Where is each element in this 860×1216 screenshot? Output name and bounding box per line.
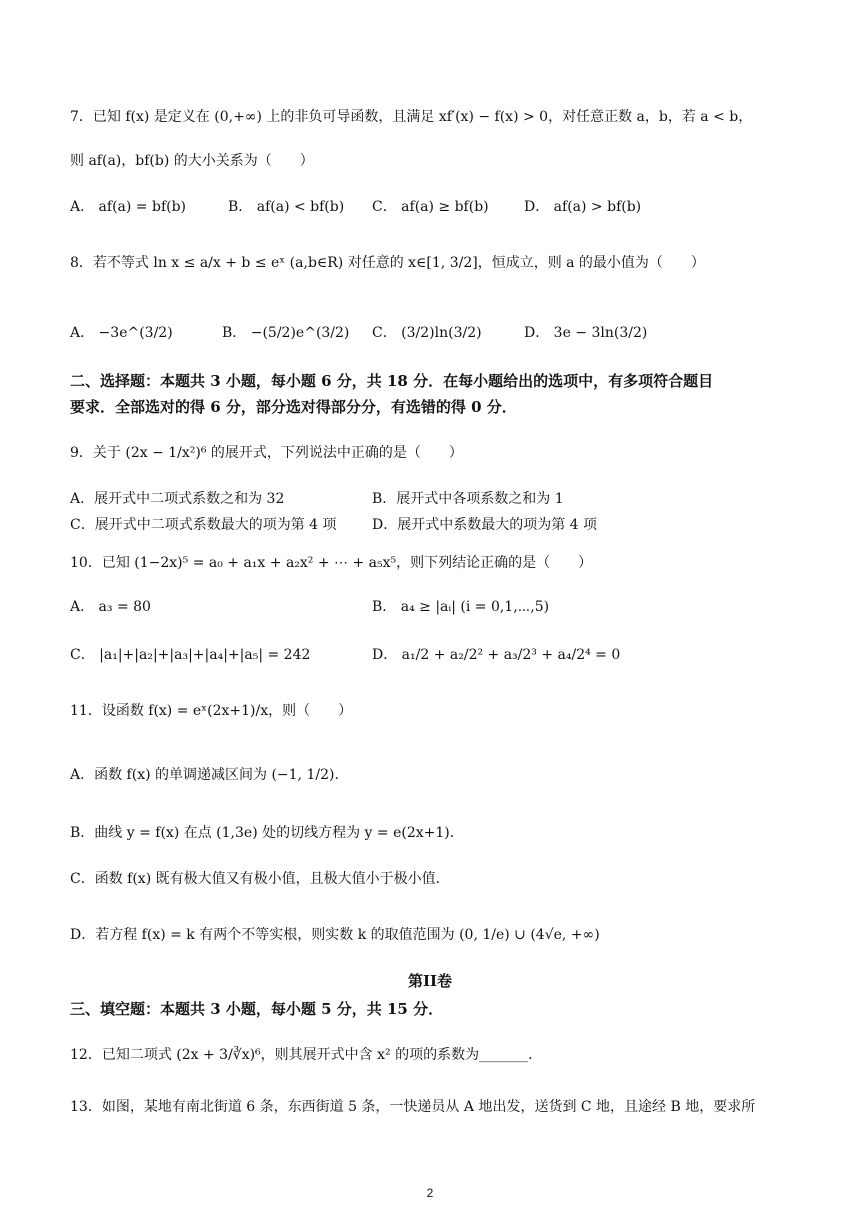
q11-option-d: D．若方程 f(x) = k 有两个不等实根，则实数 k 的取值范围为 (0, 1/e) ∪ (4√e, +∞) — [70, 927, 600, 943]
q11-stem: 11．设函数 f(x) = eˣ(2x+1)/x，则（ ） — [70, 703, 353, 719]
q7-stem-line2: 则 af(a)，bf(b) 的大小关系为（ ） — [70, 153, 314, 169]
q7-stem-line1: 7．已知 f(x) 是定义在 (0,+∞) 上的非负可导函数，且满足 xf′(x) − f(x) > 0，对任意正数 a，b，若 a < b， — [70, 109, 753, 125]
q9-option-c: C．展开式中二项式系数最大的项为第 4 项 — [70, 517, 337, 533]
q7-option-a: A． af(a) = bf(b) — [70, 199, 187, 215]
q7-option-b: B． af(a) < bf(b) — [228, 199, 345, 215]
q11-option-a: A．函数 f(x) 的单调递减区间为 (−1, 1/2)． — [70, 767, 349, 783]
q9-option-a: A．展开式中二项式系数之和为 32 — [70, 491, 285, 507]
section3-heading: 三、填空题：本题共 3 小题，每小题 5 分，共 15 分． — [70, 1000, 444, 1018]
q8-option-a: A． −3e^(3/2) — [70, 325, 173, 341]
q11-option-b: B．曲线 y = f(x) 在点 (1,3e) 处的切线方程为 y = e(2x+1)． — [70, 825, 464, 841]
q11-option-c: C．函数 f(x) 既有极大值又有极小值，且极大值小于极小值． — [70, 871, 450, 887]
q13-stem: 13．如图，某地有南北街道 6 条，东西街道 5 条，一快递员从 A 地出发，送货到 C 地，且途经 B 地，要求所 — [70, 1099, 756, 1115]
q10-option-a: A． a₃ = 80 — [70, 599, 151, 615]
q10-option-b: B． a₄ ≥ |aᵢ| (i = 0,1,⋯,5) — [372, 599, 550, 615]
q7-option-c: C． af(a) ≥ bf(b) — [372, 199, 489, 215]
q9-option-b: B．展开式中各项系数之和为 1 — [372, 491, 564, 507]
section2-heading-line2: 要求．全部选对的得 6 分，部分选对得部分分，有选错的得 0 分． — [70, 398, 517, 416]
q8-stem: 8．若不等式 ln x ≤ a/x + b ≤ eˣ (a,b∈R) 对任意的 x∈[1, 3/2]，恒成立，则 a 的最小值为（ ） — [70, 255, 705, 271]
part-title: 第II卷 — [407, 972, 453, 990]
page-number: 2 — [426, 1186, 434, 1200]
q10-option-d: D． a₁/2 + a₂/2² + a₃/2³ + a₄/2⁴ = 0 — [372, 647, 621, 663]
q10-stem: 10．已知 (1−2x)⁵ = a₀ + a₁x + a₂x² + ⋯ + a₅x⁵，则下列结论正确的是（ ） — [70, 555, 593, 571]
section2-heading-line1: 二、选择题：本题共 3 小题，每小题 6 分，共 18 分．在每小题给出的选项中，有多项符合题目 — [70, 372, 714, 390]
q8-option-c: C． (3/2)ln(3/2) — [372, 325, 482, 341]
q12-stem: 12．已知二项式 (2x + 3/∛x)⁶，则其展开式中含 x² 的项的系数为_______． — [70, 1047, 543, 1063]
q9-stem: 9．关于 (2x − 1/x²)⁶ 的展开式，下列说法中正确的是（ ） — [70, 445, 463, 461]
q8-option-b: B． −(5/2)e^(3/2) — [222, 325, 350, 341]
q8-option-d: D． 3e − 3ln(3/2) — [524, 325, 648, 341]
q10-option-c: C． |a₁|+|a₂|+|a₃|+|a₄|+|a₅| = 242 — [70, 647, 311, 663]
q9-option-d: D．展开式中系数最大的项为第 4 项 — [372, 517, 598, 533]
q7-option-d: D． af(a) > bf(b) — [524, 199, 642, 215]
